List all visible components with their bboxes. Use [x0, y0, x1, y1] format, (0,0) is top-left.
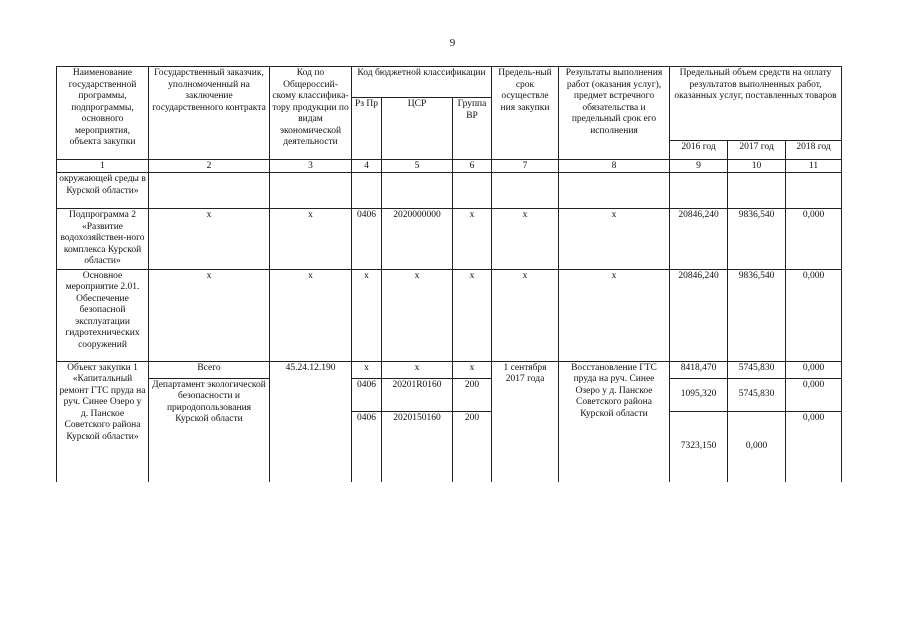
row-2017: 9836,540 [728, 269, 786, 361]
header-2017: 2017 год [728, 141, 786, 160]
header-customer: Государственный заказчик, уполномоченный на заключение государственного контракта [149, 67, 270, 160]
row-2017: 9836,540 [728, 209, 786, 270]
row-2018: 0,000 [786, 411, 842, 482]
row-results: х [559, 269, 670, 361]
row-2016: 8418,470 [670, 361, 728, 378]
row-vr: х [453, 209, 492, 270]
row-csr: 2020150160 [382, 411, 453, 482]
row-csr: 2020000000 [382, 209, 453, 270]
index-cell: 4 [352, 160, 382, 173]
header-results: Результаты выполнения работ (оказания услуг), предмет встречного обязательства и предельный срок его исполнения [559, 67, 670, 160]
row-2016: 20846,240 [670, 269, 728, 361]
row-2018: 0,000 [786, 269, 842, 361]
row-rzpr: 0406 [352, 411, 382, 482]
index-cell: 7 [492, 160, 559, 173]
header-name: Наименование государственной программы, подпрограммы, основного мероприятия, объекта закупки [57, 67, 149, 160]
procurement-table [56, 66, 842, 482]
row-2017: 5745,830 [728, 378, 786, 411]
row-customer: х [149, 209, 270, 270]
row-csr: х [382, 361, 453, 378]
index-cell: 6 [453, 160, 492, 173]
header-rzpr: Рз Пр [352, 98, 382, 160]
row-vr: 200 [453, 411, 492, 482]
header-row [57, 67, 842, 98]
row-csr: 20201R0160 [382, 378, 453, 411]
row-vr: 200 [453, 378, 492, 411]
table-row [57, 209, 842, 270]
index-cell: 9 [670, 160, 728, 173]
row-name: Основное мероприятие 2.01. Обеспечение безопасной эксплуатации гидротехнических сооружений [57, 269, 149, 361]
index-cell: 2 [149, 160, 270, 173]
header-csr: ЦСР [382, 98, 453, 160]
row-results: Восстановление ГТС пруда на руч. Синее Озеро у д. Панское Советского района Курской области [559, 361, 670, 482]
row-2016: 20846,240 [670, 209, 728, 270]
row-vr: х [453, 361, 492, 378]
table-row [57, 269, 842, 361]
row-customer-dept: Департамент экологической безопасности и природопользования Курской области [149, 378, 270, 482]
row-okpd: х [270, 209, 352, 270]
table-row [57, 361, 842, 378]
header-budget-code: Код бюджетной классификации [352, 67, 492, 98]
row-customer-total: Всего [149, 361, 270, 378]
header-2018: 2018 год [786, 141, 842, 160]
index-cell: 8 [559, 160, 670, 173]
header-vr: Группа ВР [453, 98, 492, 160]
table-row [57, 173, 842, 209]
row-okpd: 45.24.12.190 [270, 361, 352, 482]
table-row [57, 378, 842, 411]
row-rzpr: 0406 [352, 378, 382, 411]
row-rzpr: х [352, 361, 382, 378]
row-customer: х [149, 269, 270, 361]
row-results: х [559, 209, 670, 270]
row-2016: 7323,150 [670, 411, 728, 482]
row-2018: 0,000 [786, 378, 842, 411]
row-2017: 5745,830 [728, 361, 786, 378]
row-2018: 0,000 [786, 209, 842, 270]
row-2017: 0,000 [728, 411, 786, 482]
index-cell: 3 [270, 160, 352, 173]
index-cell: 1 [57, 160, 149, 173]
row-term: х [492, 209, 559, 270]
row-2016: 1095,320 [670, 378, 728, 411]
page-number: 9 [449, 37, 456, 49]
row-name: окружающей среды в Курской области» [57, 173, 149, 209]
row-2018: 0,000 [786, 361, 842, 378]
row-rzpr: х [352, 269, 382, 361]
row-vr: х [453, 269, 492, 361]
row-okpd: х [270, 269, 352, 361]
row-term: 1 сентября 2017 года [492, 361, 559, 482]
header-volume: Предельный объем средств на оплату результатов выполненных работ, оказанных услуг, поставленных товаров [670, 67, 842, 141]
header-2016: 2016 год [670, 141, 728, 160]
index-cell: 10 [728, 160, 786, 173]
row-rzpr: 0406 [352, 209, 382, 270]
row-name: Объект закупки 1 «Капитальный ремонт ГТС пруда на руч. Синее Озеро у д. Панское Советского района Курской области» [57, 361, 149, 482]
header-okpd: Код по Общероссий-скому классифика-тору продукции по видам экономической деятельности [270, 67, 352, 160]
header-term: Предель-ный срок осуществле ния закупки [492, 67, 559, 160]
row-name: Подпрограмма 2 «Развитие водохозяйствен-ного комплекса Курской области» [57, 209, 149, 270]
row-csr: х [382, 269, 453, 361]
index-cell: 11 [786, 160, 842, 173]
index-row [57, 160, 842, 173]
row-term: х [492, 269, 559, 361]
index-cell: 5 [382, 160, 453, 173]
